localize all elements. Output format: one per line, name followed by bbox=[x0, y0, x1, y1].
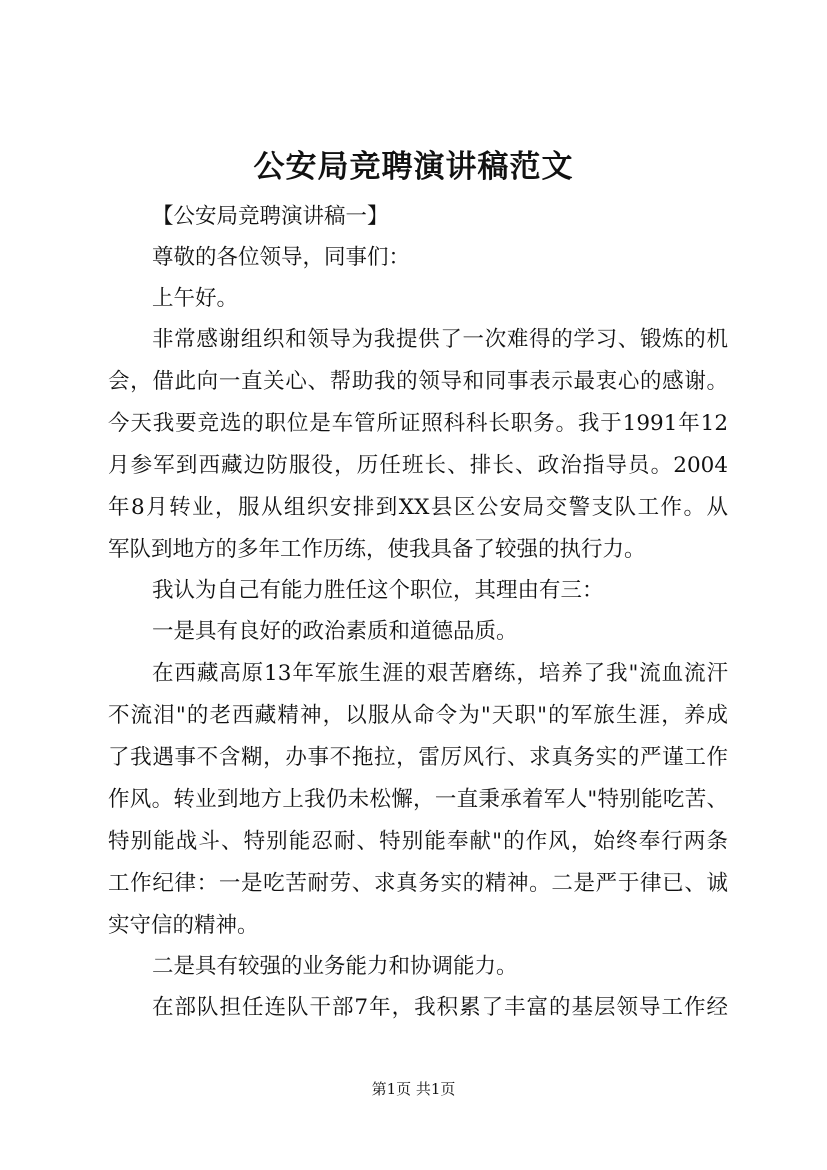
point-heading: 二是具有较强的业务能力和协调能力。 bbox=[152, 954, 518, 979]
paragraph-line: 工作纪律：一是吃苦耐劳、求真务实的精神。二是严于律已、诚 bbox=[108, 871, 728, 896]
section-heading: 【公安局竞聘演讲稿一】 bbox=[152, 204, 389, 229]
paragraph-line: 军队到地方的多年工作历练，使我具备了较强的执行力。 bbox=[108, 537, 646, 562]
paragraph-line: 在部队担任连队干部7年，我积累了丰富的基层领导工作经 bbox=[152, 995, 728, 1020]
paragraph-line: 今天我要竞选的职位是车管所证照科科长职务。我于1991年12 bbox=[108, 411, 728, 436]
paragraph-line: 了我遇事不含糊，办事不拖拉，雷厉风行、求真务实的严谨工作 bbox=[108, 745, 728, 770]
paragraph-line: 在西藏高原13年军旅生涯的艰苦磨练，培养了我"流血流汗 bbox=[152, 661, 728, 686]
paragraph-line: 非常感谢组织和领导为我提供了一次难得的学习、锻炼的机 bbox=[152, 327, 728, 352]
page-footer: 第1页 共1页 bbox=[371, 1080, 456, 1098]
salutation: 尊敬的各位领导，同事们： bbox=[152, 245, 411, 270]
paragraph-line: 年8月转业，服从组织安排到XX县区公安局交警支队工作。从 bbox=[108, 495, 728, 520]
page-title: 公安局竞聘演讲稿范文 bbox=[253, 149, 574, 185]
paragraph-line: 作风。转业到地方上我仍未松懈，一直秉承着军人"特别能吃苦、 bbox=[108, 787, 728, 812]
paragraph-line: 月参军到西藏边防服役，历任班长、排长、政治指导员。2004 bbox=[108, 453, 728, 478]
paragraph-line: 会，借此向一直关心、帮助我的领导和同事表示最衷心的感谢。 bbox=[108, 369, 728, 394]
paragraph-line: 实守信的精神。 bbox=[108, 913, 259, 938]
paragraph-line: 特别能战斗、特别能忍耐、特别能奉献"的作风，始终奉行两条 bbox=[108, 829, 728, 854]
greeting: 上午好。 bbox=[152, 286, 239, 311]
paragraph-line: 我认为自己有能力胜任这个职位，其理由有三： bbox=[152, 578, 604, 603]
paragraph-line: 不流泪"的老西藏精神，以服从命令为"天职"的军旅生涯，养成 bbox=[108, 703, 728, 728]
point-heading: 一是具有良好的政治素质和道德品质。 bbox=[152, 619, 518, 644]
